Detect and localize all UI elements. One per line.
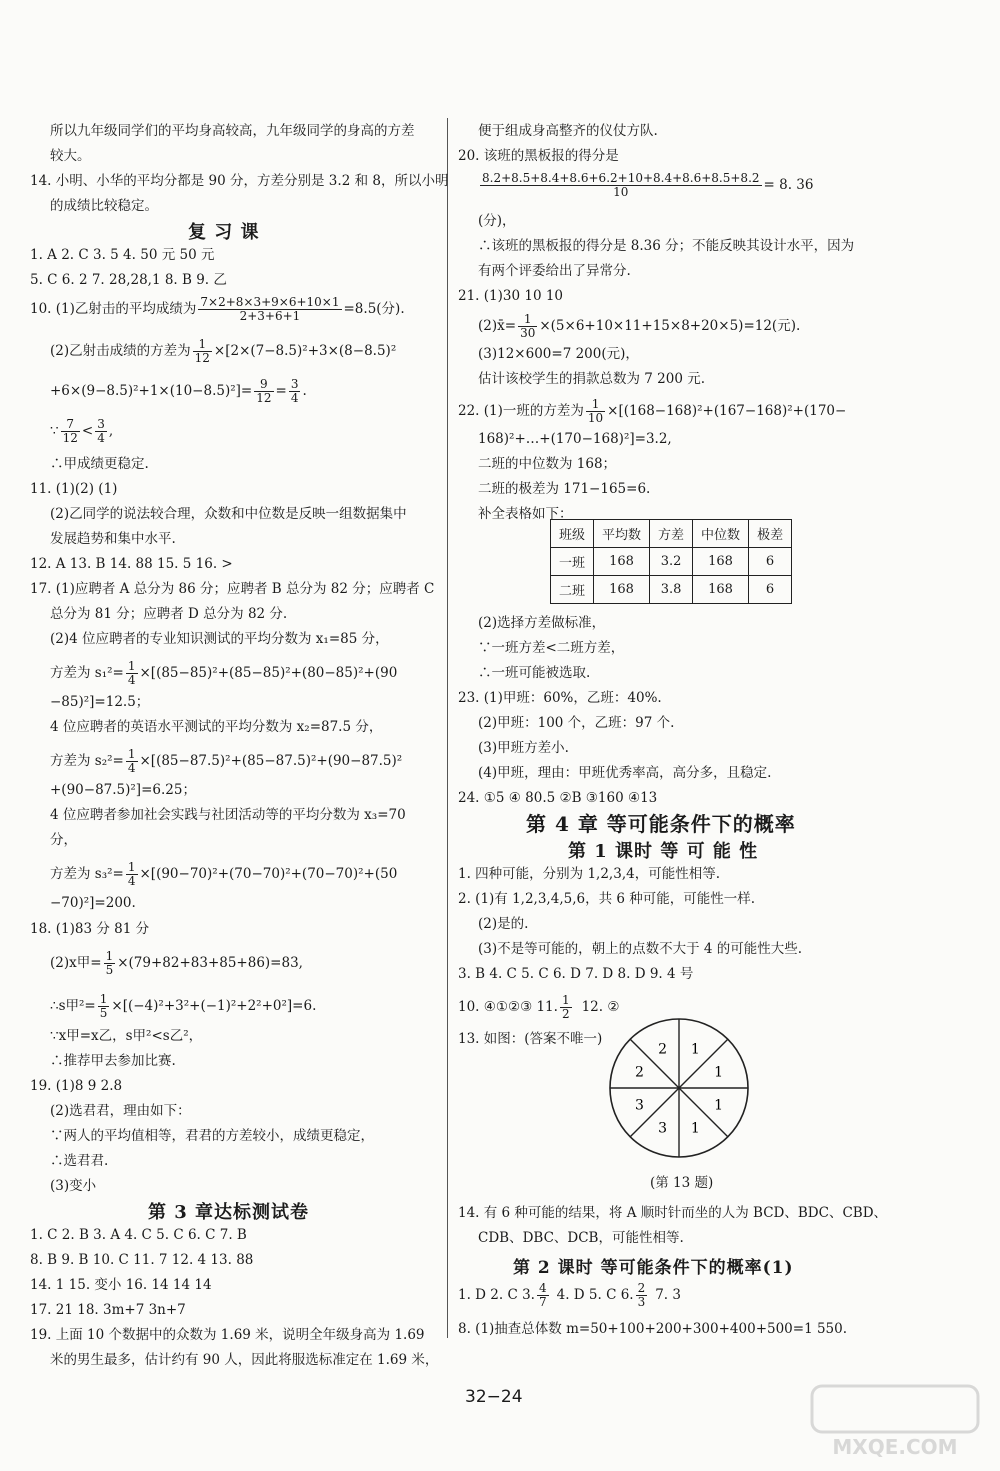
text: (2)x甲= [50,955,102,971]
text: ∴s甲²= [50,998,96,1014]
text: 10. ④①②③ 11. [458,999,558,1015]
text: . [302,383,307,399]
text: 方差为 s₂²= [50,753,124,769]
fraction [636,1282,648,1309]
fraction [104,950,116,977]
watermark-logo [810,1382,980,1462]
text-line: ∴推荐甲去参加比赛. [50,1053,176,1069]
formula-line [478,172,813,199]
table-header-cell: 方差 [650,520,693,548]
text-line: 有两个评委给出了异常分. [478,263,631,279]
numerator: 9 [254,378,273,392]
fraction [480,172,762,199]
text: , [108,423,114,439]
figure-caption: (第 13 题) [650,1175,714,1191]
formula-line [50,338,396,365]
text: 方差为 s₁²= [50,665,124,681]
text-line: 17. 21 18. 3m+7 3n+7 [30,1302,186,1318]
text-line: 4 位应聘者参加社会实践与社团活动等的平均分数为 x₃=70 [50,807,406,823]
fraction [61,418,80,445]
text-line: ∵两人的平均值相等，君君的方差较小，成绩更稳定， [50,1128,374,1144]
text: 10. (1)乙射击的平均成绩为 [30,301,197,317]
table-cell: 168 [693,576,749,604]
text-line: 二班的极差为 171−165=6. [478,481,651,497]
wheel-sector-label: 3 [658,1120,668,1137]
table-cell: 168 [693,548,749,576]
text-line: (4)甲班，理由：甲班优秀率高，高分多，且稳定. [478,765,772,781]
text-line: +(90−87.5)²]=6.25； [50,782,196,798]
denominator: 12 [62,431,78,445]
denominator: 4 [127,673,136,687]
wheel-spoke [679,1039,728,1088]
text-line: (2)选择方差做标准， [478,615,606,631]
text-line: 发展趋势和集中水平. [50,531,176,547]
text-line: ∴选君君. [50,1153,109,1169]
table-cell: 3.2 [650,548,693,576]
formula-line [50,861,397,888]
text-line: 13. 如图：(答案不唯一) [458,1031,603,1047]
text-line: 1. A 2. C 3. 5 4. 50 元 50 元 [30,247,215,263]
denominator: 4 [290,391,299,405]
table-header-cell: 中位数 [693,520,749,548]
text: = 8. 36 [763,177,814,193]
text-line: 补全表格如下： [478,506,573,522]
text: ×[(−4)²+3²+(−1)²+2²+0²]=6. [111,998,317,1014]
table-header-row [551,520,792,548]
numerator: 3 [97,417,105,431]
text-line: 23. (1)甲班：60%，乙班：40%. [458,690,662,706]
fraction [537,1282,549,1309]
denominator: 4 [127,761,136,775]
fraction [193,338,212,365]
formula-line [50,993,316,1020]
wheel-sector-label: 2 [658,1041,668,1058]
table-cell: 一班 [551,548,594,576]
numerator: 3 [290,377,299,391]
denominator: 2+3+6+1 [239,309,301,323]
text-line: 5. C 6. 2 7. 28,28,1 8. B 9. 乙 [30,272,227,288]
denominator: 2 [561,1007,570,1021]
wheel-spokes [610,1019,748,1157]
wheel-sector-label: 2 [635,1064,644,1081]
numerator: 1 [518,313,537,327]
text-line: (3)12×600=7 200(元)， [478,346,639,362]
section-heading-chapter3-test: 第 3 章达标测试卷 [148,1202,310,1223]
formula-line [458,1282,681,1309]
text-line: 12. A 13. B 14. 88 15. 5 16. > [30,556,233,572]
text: (2)乙射击成绩的方差为 [50,343,191,359]
text-line: 17. (1)应聘者 A 总分为 86 分；应聘者 B 总分为 82 分；应聘者 C [30,581,435,597]
text: ×[(85−87.5)²+(85−87.5)²+(90−87.5)² [139,753,403,769]
table-cell: 二班 [551,576,594,604]
wheel-sector-label: 3 [635,1097,644,1114]
text-line: 的成绩比较稳定。 [50,198,158,214]
text-line: 分， [50,832,77,848]
text-line: −70)²]=200. [50,895,136,911]
denominator: 7 [538,1295,547,1309]
text-line: 168)²+…+(170−168)²]=3.2, [478,431,672,447]
table-cell: 6 [749,576,792,604]
formula-line [50,378,307,405]
text-line: 19. 上面 10 个数据中的众数为 1.69 米，说明全年级身高为 1.69 [30,1327,425,1343]
text-line: (分)， [478,213,516,229]
text-line: 3. B 4. C 5. C 6. D 7. D 8. D 9. 4 号 [458,966,694,982]
text-line: 便于组成身高整齐的仪仗方队. [478,123,658,139]
fraction [560,994,572,1021]
text: < [81,423,94,439]
text-line: 14. 有 6 种可能的结果，将 A 顺时针而坐的人为 BCD、BDC、CBD、 [458,1205,888,1221]
formula-line [50,950,303,977]
text-line: (3)不是等可能的，朝上的点数不大于 4 的可能性大些. [478,941,803,957]
text-line: (3)甲班方差小. [478,740,569,756]
chapter-heading: 第 4 章 等可能条件下的概率 [526,812,796,836]
table-header-cell: 班级 [551,520,594,548]
wheel-sector-label: 1 [714,1097,723,1114]
denominator: 4 [97,431,105,445]
text-line: 21. (1)30 10 10 [458,288,564,304]
numerator: 1 [586,398,605,412]
text-line: 24. ①5 ④ 80.5 ②B ③160 ④13 [458,790,658,806]
text-line: 总分为 81 分；应聘者 D 总分为 82 分. [50,606,288,622]
table-row [551,548,792,576]
denominator: 30 [520,326,536,340]
fraction [289,378,301,405]
table-cell: 3.8 [650,576,693,604]
text-line: CDB、DBC、DCB，可能性相等. [478,1230,684,1246]
numerator: 1 [561,993,570,1007]
formula-line [458,994,619,1021]
denominator: 12 [194,351,210,365]
numerator: 1 [127,659,136,673]
section-heading-review: 复 习 课 [188,222,260,243]
text: ×[(90−70)²+(70−70)²+(70−70)²+(50 [139,866,398,882]
table-header-cell: 极差 [749,520,792,548]
text: ×[(85−85)²+(85−85)²+(80−85)²+(90 [139,665,398,681]
lesson-heading: 第 1 课时 等 可 能 性 [568,841,759,862]
column-divider [447,118,448,1338]
text-line: (2)乙同学的说法较合理，众数和中位数是反映一组数据集中 [50,506,407,522]
text-line: ∵一班方差<二班方差， [478,640,625,656]
text-line: 较大。 [50,148,91,164]
text-line: (2)选君君，理由如下： [50,1103,191,1119]
denominator: 12 [256,391,272,405]
denominator: 10 [613,185,629,199]
text-line: (2)是的. [478,916,529,932]
wheel-spoke [630,1039,679,1088]
text: 7. 3 [655,1287,681,1303]
numerator: 4 [538,1281,547,1295]
numerator: 7×2+8×3+9×6+10×1 [200,295,340,309]
text-line: −85)²]=12.5； [50,694,150,710]
text: 12. ② [581,999,620,1015]
fraction [95,418,107,445]
text-line: 4 位应聘者的英语水平测试的平均分数为 x₂=87.5 分， [50,719,383,735]
text: +6×(9−8.5)²+1×(10−8.5)²]= [50,383,253,399]
watermark-text: MXQE.COM [832,1435,958,1459]
lesson-heading: 第 2 课时 等可能条件下的概率(1) [513,1258,794,1278]
fraction [518,313,537,340]
wheel-sector-label: 1 [714,1064,723,1081]
text-line: 14. 1 15. 变小 16. 14 14 14 [30,1277,212,1293]
text-line: 所以九年级同学们的平均身高较高，九年级同学的身高的方差 [50,123,415,139]
numerator: 2 [637,1281,646,1295]
numerator: 1 [99,992,108,1006]
numerator: 1 [105,949,114,963]
text-line: 19. (1)8 9 2.8 [30,1078,123,1094]
fraction [198,296,341,323]
text-line: (2)4 位应聘者的专业知识测试的平均分数为 x₁=85 分， [50,631,389,647]
text: =8.5(分). [343,301,405,317]
text-line: 米的男生最多，估计约有 90 人，因此将服选标准定在 1.69 米， [50,1352,439,1368]
text-line: ∵x甲=x乙，s甲²<s乙²， [50,1028,203,1044]
numerator: 8.2+8.5+8.4+8.6+6.2+10+8.4+8.6+8.5+8.2 [482,171,760,185]
wheel-sector-label: 1 [690,1120,700,1137]
text: 方差为 s₃²= [50,866,124,882]
text-line: 2. (1)有 1,2,3,4,5,6，共 6 种可能，可能性一样. [458,891,756,907]
formula-line [50,660,397,687]
text-line: (3)变小 [50,1178,97,1194]
text-line: 8. B 9. B 10. C 11. 7 12. 4 13. 88 [30,1252,254,1268]
table-header-cell: 平均数 [594,520,650,548]
formula-line [50,418,113,445]
text-line: 估计该校学生的捐款总数为 7 200 元. [478,371,706,387]
text: (2)x̄= [478,318,517,334]
text-line: ∴一班可能被选取. [478,665,591,681]
fraction [126,861,138,888]
watermark-frame [812,1386,978,1432]
text-line: ∴甲成绩更稳定. [50,456,149,472]
text: ×(79+82+83+85+86)=83, [117,955,303,971]
text: ×[2×(7−8.5)²+3×(8−8.5)² [213,343,397,359]
text-line: 18. (1)83 分 81 分 [30,921,150,937]
text: 4. D 5. C 6. [556,1287,634,1303]
table-row [551,576,792,604]
numerator: 1 [127,860,136,874]
text-line: (2)甲班：100 个，乙班：97 个. [478,715,675,731]
text: ∵ [50,423,59,439]
text-line: 二班的中位数为 168； [478,456,617,472]
fraction [254,378,273,405]
text-line: 11. (1)(2) (1) [30,481,118,497]
text-line: 20. 该班的黑板报的得分是 [458,148,619,164]
formula-line [30,296,405,323]
wheel-sector-label: 1 [690,1041,700,1058]
denominator: 10 [587,411,604,425]
formula-line [478,313,800,340]
denominator: 5 [99,1006,108,1020]
text: 1. D 2. C 3. [458,1287,535,1303]
text-line: 1. C 2. B 3. A 4. C 5. C 6. C 7. B [30,1227,247,1243]
stats-table [550,519,792,604]
fraction [586,398,605,425]
text-line: 8. (1)抽查总体数 m=50+100+200+300+400+500=1 550. [458,1321,848,1337]
numerator: 1 [127,747,136,761]
text: ×[(168−168)²+(167−168)²+(170− [607,403,847,419]
denominator: 5 [105,963,114,977]
numerator: 1 [193,338,212,352]
table-cell: 168 [594,548,650,576]
formula-line [50,748,402,775]
text-line: 1. 四种可能，分别为 1,2,3,4，可能性相等. [458,866,720,882]
spinner-wheel-figure [604,1013,754,1163]
text-line: 14. 小明、小华的平均分都是 90 分，方差分别是 3.2 和 8，所以小明 [30,173,449,189]
page-number: 32−24 [465,1387,523,1407]
text: 22. (1)一班的方差为 [458,403,584,419]
text: = [275,383,287,399]
denominator: 4 [127,874,136,888]
fraction [126,660,138,687]
denominator: 3 [637,1295,646,1309]
text: ×(5×6+10×11+15×8+20×5)=12(元). [539,318,801,334]
numerator: 7 [61,418,80,432]
text-line: ∴该班的黑板报的得分是 8.36 分；不能反映其设计水平，因为 [478,238,855,254]
fraction [126,748,138,775]
formula-line [458,398,846,425]
table-cell: 168 [594,576,650,604]
fraction [98,993,110,1020]
table-cell: 6 [749,548,792,576]
